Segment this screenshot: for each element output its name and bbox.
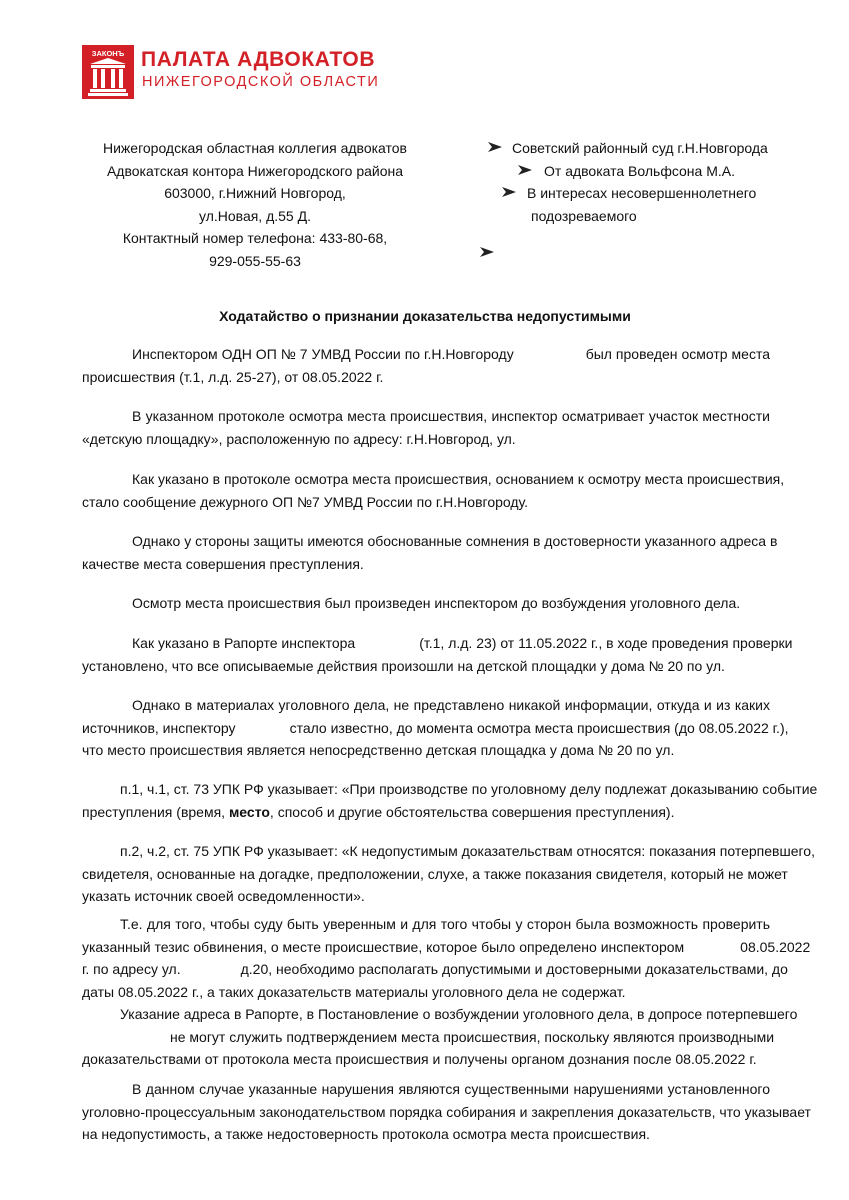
text-segment: В указанном протоколе осмотра места происшествия, инспектор осматривает участок местности <box>132 408 770 424</box>
recipient-interest-cont: подозреваемого <box>531 207 637 224</box>
recipient-block <box>485 137 785 250</box>
emphasized-word: место <box>228 803 270 820</box>
text-segment: даты 08.05.2022 г., а таких доказательств материалы уголовного дела не содержат. <box>82 983 626 1000</box>
text-segment: Т.е. для того, чтобы суду быть уверенным и для того чтобы у сторон была возможность проверить <box>120 916 770 932</box>
text-segment: д.20, необходимо располагать допустимыми и достоверными доказательствами, до <box>240 961 788 978</box>
paragraph-3 <box>82 468 785 513</box>
arrow-bullet-icon <box>502 187 516 197</box>
text-segment: п.2, ч.2, ст. 75 УПК РФ указывает: «К недопустимым доказательствам относятся: показания потерпевшего, <box>120 843 815 859</box>
text-segment: преступления (время, <box>82 803 226 820</box>
text-segment: Осмотр места происшествия был произведен инспектором до возбуждения уголовного дела. <box>132 595 741 611</box>
text-segment: В данном случае указанные нарушения являются существенными нарушениями установленного <box>132 1081 770 1097</box>
text-segment: Инспектором ОДН ОП № 7 УМВД России по г.Н.Новгороду <box>132 346 514 362</box>
paragraph-1 <box>82 343 770 388</box>
sender-line: 929-055-55-63 <box>209 252 301 269</box>
emblem-text: ЗАКОНЪ <box>91 49 125 58</box>
organization-logo <box>82 45 402 100</box>
text-segment: , способ и другие обстоятельства совершения преступления). <box>269 803 675 820</box>
logo-title: ПАЛАТА АДВОКАТОВ <box>141 48 376 71</box>
text-segment: указать источник своей осведомленности». <box>82 888 365 905</box>
text-segment: стало сообщение дежурного ОП №7 УМВД России по г.Н.Новгороду. <box>82 493 529 510</box>
paragraph-5 <box>82 592 770 615</box>
text-segment: Однако у стороны защиты имеются обоснованные сомнения в достоверности указанного адреса в <box>132 533 778 549</box>
logo-subtitle: НИЖЕГОРОДСКОЙ ОБЛАСТИ <box>142 74 380 90</box>
paragraph-11 <box>82 1003 798 1071</box>
sender-line: 603000, г.Нижний Новгород, <box>164 185 346 202</box>
text-segment: происшествия (т.1, л.д. 25-27), от 08.05.2022 г. <box>82 368 384 385</box>
sender-line: Нижегородская областная коллегия адвокатов <box>102 140 407 156</box>
text-segment: (т.1, л.д. 23) от 11.05.2022 г., в ходе проведения проверки <box>419 635 793 651</box>
recipient-item <box>485 160 785 183</box>
paragraph-8 <box>82 778 818 823</box>
text-segment: «детскую площадку», расположенную по адресу: г.Н.Новгород, ул. <box>82 430 516 447</box>
recipient-item <box>485 227 785 250</box>
text-segment: п.1, ч.1, ст. 73 УПК РФ указывает: «При производстве по уголовному делу подлежат доказыванию событие <box>120 781 818 797</box>
text-segment: Как указано в протоколе осмотра места происшествия, основанием к осмотру места происшествия, <box>132 471 785 487</box>
text-segment: на недопустимость, а также недостоверность протокола осмотра места происшествия. <box>82 1126 650 1143</box>
text-segment: г. по адресу ул. <box>82 961 181 978</box>
paragraph-4 <box>82 530 778 575</box>
recipient-interest: В интересах несовершеннолетнего <box>527 185 757 202</box>
sender-address-block <box>80 137 430 273</box>
text-segment: установлено, что все описываемые действия произошли на детской площадки у дома № 20 по ул. <box>82 657 725 674</box>
paragraph-9 <box>82 840 815 908</box>
recipient-from: От адвоката Вольфсона М.А. <box>544 162 735 179</box>
text-segment: доказательствами от протокола места происшествия и получены органом дознания после 08.05.2022 г. <box>82 1051 757 1068</box>
sender-line: ул.Новая, д.55 Д. <box>199 207 311 224</box>
law-chamber-emblem-icon <box>82 45 134 99</box>
paragraph-2 <box>82 405 770 450</box>
text-segment: свидетеля, основанные на догадке, предположении, слухе, а также показания свидетеля, который не может <box>82 865 788 882</box>
text-segment: Указание адреса в Рапорте, в Постановление о возбуждении уголовного дела, в допросе потерпевшего <box>120 1006 798 1022</box>
arrow-bullet-icon <box>518 165 532 175</box>
text-segment: качестве места совершения преступления. <box>82 555 364 572</box>
text-segment: уголовно-процессуальным законодательством порядка собирания и закрепления доказательств, что указывает <box>82 1103 811 1120</box>
recipient-court: Советский районный суд г.Н.Новгорода <box>512 140 768 156</box>
text-segment: не могут служить подтверждением места происшествия, поскольку являются производными <box>170 1028 775 1045</box>
arrow-bullet-icon <box>488 142 502 152</box>
recipient-item <box>485 182 785 205</box>
paragraph-7 <box>82 694 789 762</box>
paragraph-6 <box>82 632 793 677</box>
sender-line: Адвокатская контора Нижегородского района <box>106 162 404 179</box>
arrow-bullet-icon <box>480 247 494 257</box>
document-title: Ходатайство о признании доказательства недопустимыми <box>219 308 631 324</box>
text-segment: Однако в материалах уголовного дела, не представлено никакой информации, откуда и из каких <box>132 697 770 713</box>
text-segment: стало известно, до момента осмотра места происшествия (до 08.05.2022 г.), <box>289 719 789 736</box>
recipient-item <box>485 205 785 228</box>
text-segment: Как указано в Рапорте инспектора <box>132 635 356 651</box>
text-segment: 08.05.2022 <box>740 938 811 955</box>
text-segment: указанный тезис обвинения, о месте происшествие, которое было определено инспектором <box>82 938 685 955</box>
sender-line: Контактный номер телефона: 433-80-68, <box>122 230 388 247</box>
text-segment: источников, инспектору <box>82 719 236 736</box>
text-segment: был проведен осмотр места <box>585 346 771 362</box>
paragraph-12 <box>82 1078 811 1146</box>
paragraph-10 <box>82 913 811 1003</box>
recipient-item <box>485 137 785 160</box>
text-segment: что место происшествия является непосредственно детская площадка у дома № 20 по ул. <box>82 742 675 759</box>
